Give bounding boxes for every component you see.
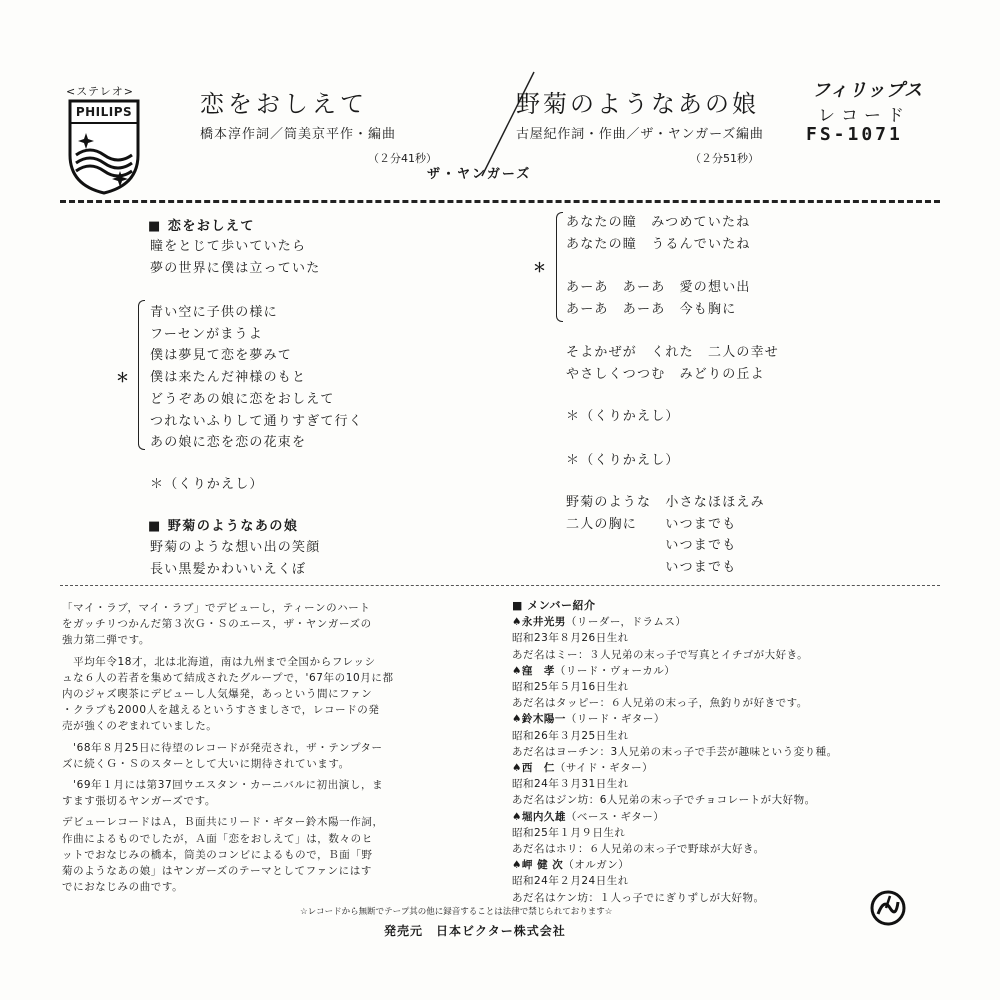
bio-line: 平均年令18才，北は北海道，南は九州まで全国からフレッシ (62, 655, 376, 668)
copyright-notice: ☆レコードから無断でテープ其の他に録音することは法律で禁じられております☆ (300, 907, 613, 917)
member-born: 昭和24年３月31日生れ (512, 778, 629, 791)
member-role: （オルガン） (563, 859, 630, 872)
member-born: 昭和25年５月16日生れ (512, 681, 629, 694)
bio-line: '68年８月25日に待望のレコードが発売され，ザ・テンプター (62, 741, 383, 754)
lyrics-ending (566, 492, 765, 579)
chorus-mark: ＊ (116, 371, 130, 386)
chorus-mark: ＊ (533, 261, 547, 276)
lyric-line: つれないふりして通りすぎて行く (150, 413, 364, 429)
lyric-line: いつまでも (566, 560, 737, 576)
repeat-marker: ＊（くりかえし） (566, 453, 680, 468)
lyric-line: フーセンがまうよ (150, 326, 263, 342)
publisher: 発売元 日本ビクター株式会社 (384, 924, 566, 938)
lyric-line: 長い黒髪かわいいえくぼ (150, 561, 307, 577)
member-born: 昭和25年１月９日生れ (512, 826, 626, 839)
victor-mark (868, 888, 908, 928)
lyric-line: 二人の胸に いつまでも (566, 516, 737, 532)
member-entry (512, 857, 838, 906)
side-b-duration: （２分51秒） (690, 152, 759, 165)
member-role: （リーダー，ドラムス） (565, 616, 687, 629)
lyric-line: 僕は来たんだ神様のもと (150, 370, 307, 386)
side-a-credits: 橋本淳作詞／筒美京平作・編曲 (200, 127, 397, 142)
lyric-line: 野菊のような 小さなほほえみ (566, 495, 765, 510)
artist-name: ザ・ヤンガーズ (427, 167, 532, 182)
lyric-line: あなたの瞳 みつめていたね (566, 215, 751, 230)
side-b-title: 野菊のようなあの娘 (516, 90, 759, 118)
member-role: （サイド・ギター） (554, 762, 654, 775)
bio-line: ズに続くＧ・Ｓのスターとして大いに期待されています。 (62, 757, 350, 770)
side-a-title: 恋をおしえて (200, 90, 368, 118)
philips-brand: PHILIPS (75, 105, 133, 119)
member-note: あだ名はジン坊：6人兄弟の末っ子でチョコレートが大好物。 (512, 794, 816, 807)
lyrics-verse-c (566, 342, 779, 385)
member-entry (512, 809, 838, 858)
bio-line: 菊のようなあの娘」はヤンガーズのテーマとしてファンにはす (62, 865, 372, 878)
bio-line: ・クラブも2000人を越えるというすさましさで，レコードの発 (62, 704, 380, 717)
member-role: （リード・ギター） (565, 713, 665, 726)
members-heading: ■ メンバー紹介 (512, 598, 838, 614)
lyrics-heading-a: ■ 恋をおしえて (148, 220, 255, 233)
chorus-brace (138, 300, 145, 450)
catalog-number: FS-1071 (806, 124, 903, 145)
lyric-line: 野菊のような想い出の笑顔 (150, 540, 321, 555)
bio-line: 「マイ・ラブ，マイ・ラブ」でデビューし，ティーンのハート (62, 602, 371, 614)
lyrics-chorus-a (150, 302, 363, 454)
bio-line: 売が強くのぞまれていました。 (62, 720, 218, 733)
lyric-line: 僕は夢見て恋を夢みて (150, 348, 293, 364)
lyrics-heading-b: ■ 野菊のようなあの娘 (148, 520, 298, 533)
lyric-line: 夢の世界に僕は立っていた (150, 260, 321, 276)
lyric-line: そよかぜが くれた 二人の幸せ (566, 345, 780, 360)
lyric-line: やさしくつつむ みどりの丘よ (566, 366, 765, 382)
lyric-line: あなたの瞳 うるんでいたね (566, 236, 751, 252)
member-name: ♠鈴木陽一 (512, 713, 566, 726)
lyrics-verse-b (150, 537, 320, 580)
bio-line: 内のジャズ喫茶にデビューし人気爆発，あっという間にファン (62, 688, 373, 701)
repeat-marker: ＊（くりかえし） (150, 477, 264, 492)
bio-line: ットでおなじみの橋本，筒美のコンビによるもので，Ｂ面「野 (62, 848, 373, 861)
side-b-credits: 古屋紀作詞・作曲／ザ・ヤンガーズ編曲 (516, 127, 764, 142)
member-born: 昭和26年３月25日生れ (512, 729, 629, 742)
member-name: ♠堀内久雄 (512, 810, 566, 823)
victor-logo-icon (868, 888, 908, 928)
bio-line: をガッチリつかんだ第３次Ｇ・Ｓのエース，ザ・ヤンガーズの (62, 618, 372, 631)
bio-line: 作曲によるものでしたが，Ａ面「恋をおしえて」は，数々のヒ (62, 832, 373, 845)
section-divider (60, 585, 940, 586)
header-divider (60, 200, 940, 203)
stereo-label: <ステレオ> (66, 85, 134, 98)
lyric-line: あの娘に恋を恋の花束を (150, 435, 307, 451)
bio-line: '69年１月には第37回ウエスタン・カーニバルに初出演し，ま (62, 779, 384, 792)
bio-line: でにおなじみの曲です。 (62, 881, 184, 894)
member-entry (512, 663, 838, 712)
lyric-line: いつまでも (566, 538, 737, 554)
bio-line: デビューレコードはＡ，Ｂ面共にリード・ギター鈴木陽一作詞， (62, 816, 384, 829)
member-born: 昭和23年８月26日生れ (512, 632, 629, 645)
lyrics-verse-a (150, 236, 320, 279)
member-born: 昭和24年２月24日生れ (512, 875, 629, 888)
biography (62, 600, 394, 895)
lyric-line: 瞳をとじて歩いていたら (150, 239, 307, 254)
member-role: （ベース・ギター） (565, 810, 665, 823)
bio-line: すます張切るヤンガーズです。 (62, 795, 216, 808)
member-name: ♠窪 孝 (512, 664, 555, 677)
lyric-line: あーあ あーあ 愛の想い出 (566, 280, 751, 296)
member-name: ♠永井光男 (512, 616, 566, 629)
lyric-line: 青い空に子供の様に (150, 305, 278, 320)
chorus-brace (556, 212, 563, 322)
philips-logo (64, 97, 144, 197)
bio-line: 強力第二弾です。 (62, 634, 150, 647)
member-entry (512, 711, 838, 760)
lyric-line: どうぞあの娘に恋をおしえて (150, 391, 335, 407)
label-name-sub: レコード (818, 106, 910, 126)
member-note: あだ名はヨーチン：3人兄弟の末っ子で手芸が趣味という変り種。 (512, 745, 838, 758)
label-name: フィリップス (812, 80, 924, 101)
member-note: あだ名はケン坊：１人っ子でにぎりずしが大好物。 (512, 891, 765, 904)
member-name: ♠岬 健 次 (512, 859, 564, 872)
repeat-marker: ＊（くりかえし） (566, 409, 680, 424)
lyric-spacer (566, 255, 751, 277)
member-note: あだ名はホリ：６人兄弟の末っ子で野球が大好き。 (512, 843, 765, 856)
bio-line: ュな６人の若者を集めて結成されたグループで，'67年の10月に都 (62, 671, 394, 684)
side-a-duration: （２分41秒） (368, 152, 437, 165)
lyrics-chorus-b (566, 212, 751, 321)
member-note: あだ名はタッピー：６人兄弟の末っ子，魚釣りが好きです。 (512, 697, 808, 710)
lyric-line: あーあ あーあ 今も胸に (566, 301, 737, 317)
member-note: あだ名はミー：３人兄弟の末っ子で写真とイチゴが大好き。 (512, 648, 809, 661)
member-name: ♠西 仁 (512, 762, 555, 775)
member-entry (512, 614, 838, 663)
member-role: （リード・ヴォーカル） (554, 664, 676, 677)
member-entry (512, 760, 838, 809)
member-list (512, 598, 838, 906)
